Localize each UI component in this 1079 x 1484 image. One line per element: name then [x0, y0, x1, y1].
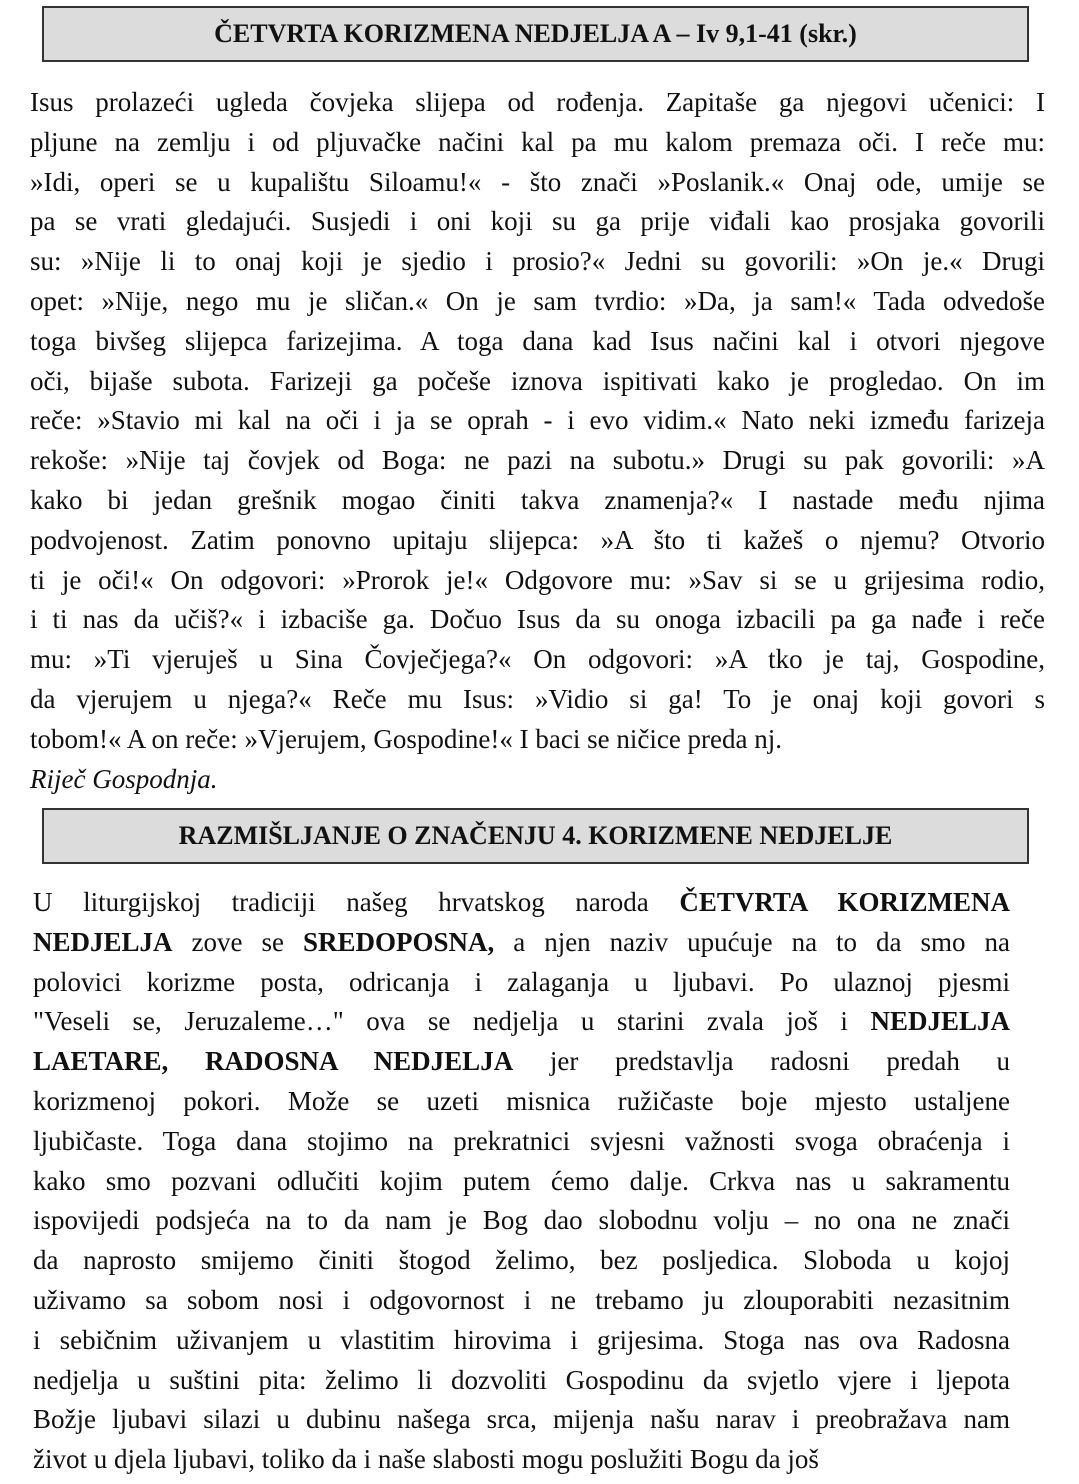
text-segment: "Veseli se, Jeruzaleme…" ova se nedjelja u starini zvala još i [33, 1006, 871, 1037]
text-line [33, 1002, 1010, 1042]
text-segment: uživamo sa sobom nosi i odgovornost i ne trebamo ju zlouporabiti nezasitnim [33, 1284, 1010, 1315]
text-line [33, 1042, 1010, 1082]
text-line: pa se vrati gledajući. Susjedi i oni koji su ga prije viđali kao prosjaka govorili [30, 206, 1045, 237]
text-line [33, 1162, 1010, 1202]
text-segment: korizmenoj pokori. Može se uzeti misnica ružičaste boje mjesto ustaljene [33, 1085, 1010, 1116]
text-line: pljune na zemlju i od pljuvačke načini kal pa mu kalom premaza oči. I reče mu: [30, 126, 1045, 157]
text-line [33, 963, 1010, 1003]
text-segment: da naprosto smijemo činiti štogod želimo, bez posljedica. Sloboda u kojoj [33, 1245, 1010, 1276]
text-line [33, 1400, 1010, 1440]
reflection-text [33, 883, 1010, 1480]
bold-text: ČETVRTA KORIZMENA [679, 887, 1011, 917]
text-segment: a njen naziv upućuje na to da smo na [494, 926, 1010, 957]
text-line [33, 1122, 1010, 1162]
text-line: podvojenost. Zatim ponovno upitaju slijepca: »A što ti kažeš o njemu? Otvorio [30, 524, 1045, 555]
text-line [33, 1082, 1010, 1122]
text-segment: kako smo pozvani odlučiti kojim putem ćemo dalje. Crkva nas u sakramentu [33, 1165, 1010, 1196]
text-segment: zove se [172, 926, 303, 957]
text-segment: život u djela ljubavi, toliko da i naše slabosti mogu poslužiti Bogu da još [33, 1444, 819, 1475]
text-line: su: »Nije li to onaj koji je sjedio i prosio?« Jedni su govorili: »On je.« Drugi [30, 246, 1045, 277]
text-line [33, 1361, 1010, 1401]
text-line: oči, bijaše subota. Farizeji ga počeše iznova ispitivati kako je progledao. On im [30, 365, 1045, 396]
text-line: reče: »Stavio mi kal na oči i ja se oprah - i evo vidim.« Nato neki između farizeja [30, 405, 1045, 436]
closing-line: Riječ Gospodnja. [30, 763, 218, 794]
text-segment: i sebičnim uživanjem u vlastitim hirovima i grijesima. Stoga nas ova Radosna [33, 1324, 1010, 1355]
text-segment: polovici korizme posta, odricanja i zalaganja u ljubavi. Po ulaznoj pjesmi [33, 966, 1010, 997]
text-line [33, 923, 1010, 963]
text-line: rekoše: »Nije taj čovjek od Boga: ne pazi na subotu.» Drugi su pak govorili: »A [30, 445, 1045, 476]
text-segment: nedjelja u suštini pita: želimo li dozvoliti Gospodinu da svjetlo vjere i ljepota [33, 1364, 1010, 1395]
text-line: mu: »Ti vjeruješ u Sina Čovječjega?« On odgovori: »A tko je taj, Gospodine, [30, 644, 1045, 675]
text-segment: Božje ljubavi silazi u dubinu našega srca, mijenja našu narav i preobražava nam [33, 1404, 1010, 1435]
text-line: toga bivšeg slijepca farizejima. A toga dana kad Isus načini kal i otvori njegove [30, 325, 1045, 356]
section2-heading [42, 808, 1029, 864]
text-line: kako bi jedan grešnik mogao činiti takva znamenja?« I nastade među njima [30, 484, 1045, 515]
section2-title: RAZMIŠLJANJE O ZNAČENJU 4. KORIZMENE NEDJELJE [178, 821, 893, 850]
text-line [33, 1440, 1010, 1480]
text-segment: ljubičaste. Toga dana stojimo na prekratnici svjesni važnosti svoga obraćenja i [33, 1125, 1010, 1156]
gospel-text [30, 83, 1045, 799]
bold-text: SREDOPOSNA, [302, 926, 495, 957]
text-line [33, 1281, 1010, 1321]
text-line [33, 1321, 1010, 1361]
text-line: Isus prolazeći ugleda čovjeka slijepa od rođenja. Zapitaše ga njegovi učenici: I [30, 87, 1045, 117]
section1-title: ČETVRTA KORIZMENA NEDJELJA A – Iv 9,1-41 (skr.) [214, 19, 857, 48]
text-line: tobom!« A on reče: »Vjerujem, Gospodine!« I baci se ničice preda nj. [30, 723, 783, 754]
text-segment: U liturgijskoj tradiciji našeg hrvatskog naroda [33, 887, 680, 917]
text-segment: jer predstavlja radosni predah u [513, 1046, 1011, 1077]
text-line [33, 1241, 1010, 1281]
bold-text: NEDJELJA [870, 1006, 1010, 1037]
text-line: »Idi, operi se u kupalištu Siloamu!« - što znači »Poslanik.« Onaj ode, umije se [30, 166, 1045, 197]
text-line: ti je oči!« On odgovori: »Prorok je!« Odgovore mu: »Sav si se u grijesima rodio, [30, 564, 1045, 595]
bold-text: LAETARE, RADOSNA NEDJELJA [33, 1046, 514, 1077]
text-line: da vjerujem u njega?« Reče mu Isus: »Vidio si ga! To je onaj koji govori s [30, 683, 1045, 714]
text-line [33, 1201, 1010, 1241]
text-segment: ispovijedi podsjeća na to da nam je Bog dao slobodnu volju – no ona ne znači [33, 1205, 1010, 1236]
bold-text: NEDJELJA [33, 926, 173, 957]
section1-heading [42, 6, 1029, 62]
text-line: opet: »Nije, nego mu je sličan.« On je sam tvrdio: »Da, ja sam!« Tada odvedoše [30, 285, 1045, 316]
text-line [33, 883, 1010, 923]
text-line: i ti nas da učiš?« i izbaciše ga. Dočuo Isus da su onoga izbacili pa ga nađe i reče [30, 604, 1045, 635]
